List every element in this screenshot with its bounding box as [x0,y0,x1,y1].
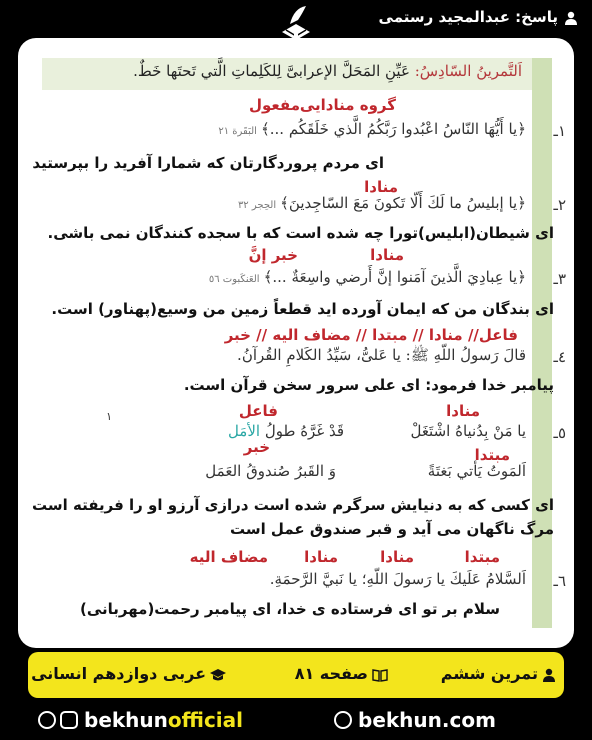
exercise-title [133,62,522,80]
verse-2-text: ﴿یا إبلیسُ ما لَكَ أَلّا تَکونَ مَعَ السّاجِدینَ﴾ [280,194,526,212]
label-mafool: مفعول [249,96,300,114]
social-handle-accent: official [167,708,244,732]
exercise-title-text: عَیِّنِ المَحَلَّ الإعرابیَّ لِلکَلِماتِ الَّتي تَحتَها خَطٌ. [133,62,410,80]
social-handle-main: bekhun [84,708,168,732]
translation-3: ای بندگان من که ایمان آورده اید قطعاً زمین من وسیع(پهناور) است. [51,300,554,318]
item-number-3: ٣ـ [553,270,566,288]
translation-2: ای شیطان(ابلیس)تورا چه شده است که با سجده کنندگان نمی باشی. [47,224,554,242]
label-faael-5: فاعل [238,402,278,420]
item-number-5: ٥ـ [553,424,566,442]
translation-1: ای مردم پروردگارتان که شمارا آفرید را بپرستید [32,154,384,172]
answer-card [18,38,574,648]
footer-exercise-text: تمرین ششم [440,664,538,683]
green-margin-strip [532,58,552,628]
verse-2 [238,194,526,212]
verse-3-ref: العَنکَبوت ٥٦ [208,274,260,285]
book-open-icon [372,668,388,682]
verse-3-text: ﴿یا عِبادِيَ الَّذینَ آمَنوا إنَّ أَرضي واسِعَةٌ ...﴾ [263,268,526,286]
translation-5-line1: ای کسی که به دنیایش سرگرم شده است درازی آرزو او را فریفته است [32,496,554,514]
social-handle[interactable] [84,708,243,732]
verse-5b-text: قَدْ غَرَّهُ طولُ [264,422,344,440]
verse-4: قالَ رَسولُ اللّهِ ﷺ: یا عَلیُّ، سَیِّدُ الکَلامِ القُرآنُ. [237,346,526,364]
exercise-title-label: اَلتَّمرینُ السّادِسُ: [414,62,522,80]
verse-5a: یا مَنْ بِدُنیاهُ اشْتَغَلْ [410,422,526,440]
telegram-icon[interactable] [38,711,56,729]
globe-icon [334,711,352,729]
verse-5d: وَ القَبرُ صُندوقُ العَمَل [205,462,336,480]
footer-exercise [441,664,556,683]
answerer-line [379,8,578,26]
verse-1-text: ﴿یا أَیُّهَا النّاسُ اعْبُدوا رَبَّکُمُ الَّذي خَلَقَکُم ...﴾ [260,120,526,138]
verse-1-ref: البَقَرة ٢١ [218,126,257,137]
label-item-4-roles: فاعل// منادا // مبتدا // مضاف الیه // خبر [224,326,518,344]
footer-book [31,664,226,683]
person-icon [564,11,578,25]
label-khabar-inna: خبر إنَّ [248,246,298,264]
label-monada-6a: منادا [380,548,414,566]
verse-5b-word: الأمَل [227,422,261,440]
instagram-icon[interactable] [60,711,78,729]
label-monada-2: منادا [364,178,398,196]
graduation-cap-icon [210,668,226,682]
person-icon [542,668,556,682]
footer-page-text: صفحه ٨١ [294,664,368,683]
item-number-1: ١ـ [553,122,566,140]
verse-3 [209,268,526,286]
item-number-6: ٦ـ [553,572,566,590]
verse-1 [218,120,526,138]
label-mozaf-elayh-6: مضاف الیه [189,548,268,566]
answerer-name: پاسخ: عبدالمجید رستمی [378,8,558,26]
label-mubtada-6: مبتدا [464,548,500,566]
translation-6: سلام بر تو ای فرستاده ی خدا، ای پیامبر رحمت(مهربانی) [80,600,500,618]
label-khabar-5: خبر [243,438,270,456]
verse-5c: اَلمَوتُ یَأتي بَغتَةً [427,462,526,480]
footer-page [295,664,388,683]
superscript-note: ١ [106,410,112,423]
label-monada-3: منادا [370,246,404,264]
label-mubtada-5: مبتدا [474,446,510,464]
label-monada-6b: منادا [304,548,338,566]
verse-2-ref: الحِجر ٣٢ [237,200,277,211]
translation-5-line2: مرگ ناگهان می آید و قبر صندوق عمل است [229,520,554,538]
footer-book-text: عربی دوازدهم انسانی [31,664,206,683]
website-link[interactable]: bekhun.com [358,708,496,732]
verse-6: اَلسَّلامُ عَلَیكَ یا رَسولَ اللّهِ؛ یا نَبيَّ الرَّحمَةِ. [269,570,526,588]
item-number-4: ٤ـ [553,348,566,366]
label-monada-5: منادا [446,402,480,420]
item-number-2: ٢ـ [553,196,566,214]
label-group-monada: گروه منادایی [299,96,396,114]
translation-4: پیامبر خدا فرمود: ای علی سرور سخن قرآن است. [183,376,554,394]
